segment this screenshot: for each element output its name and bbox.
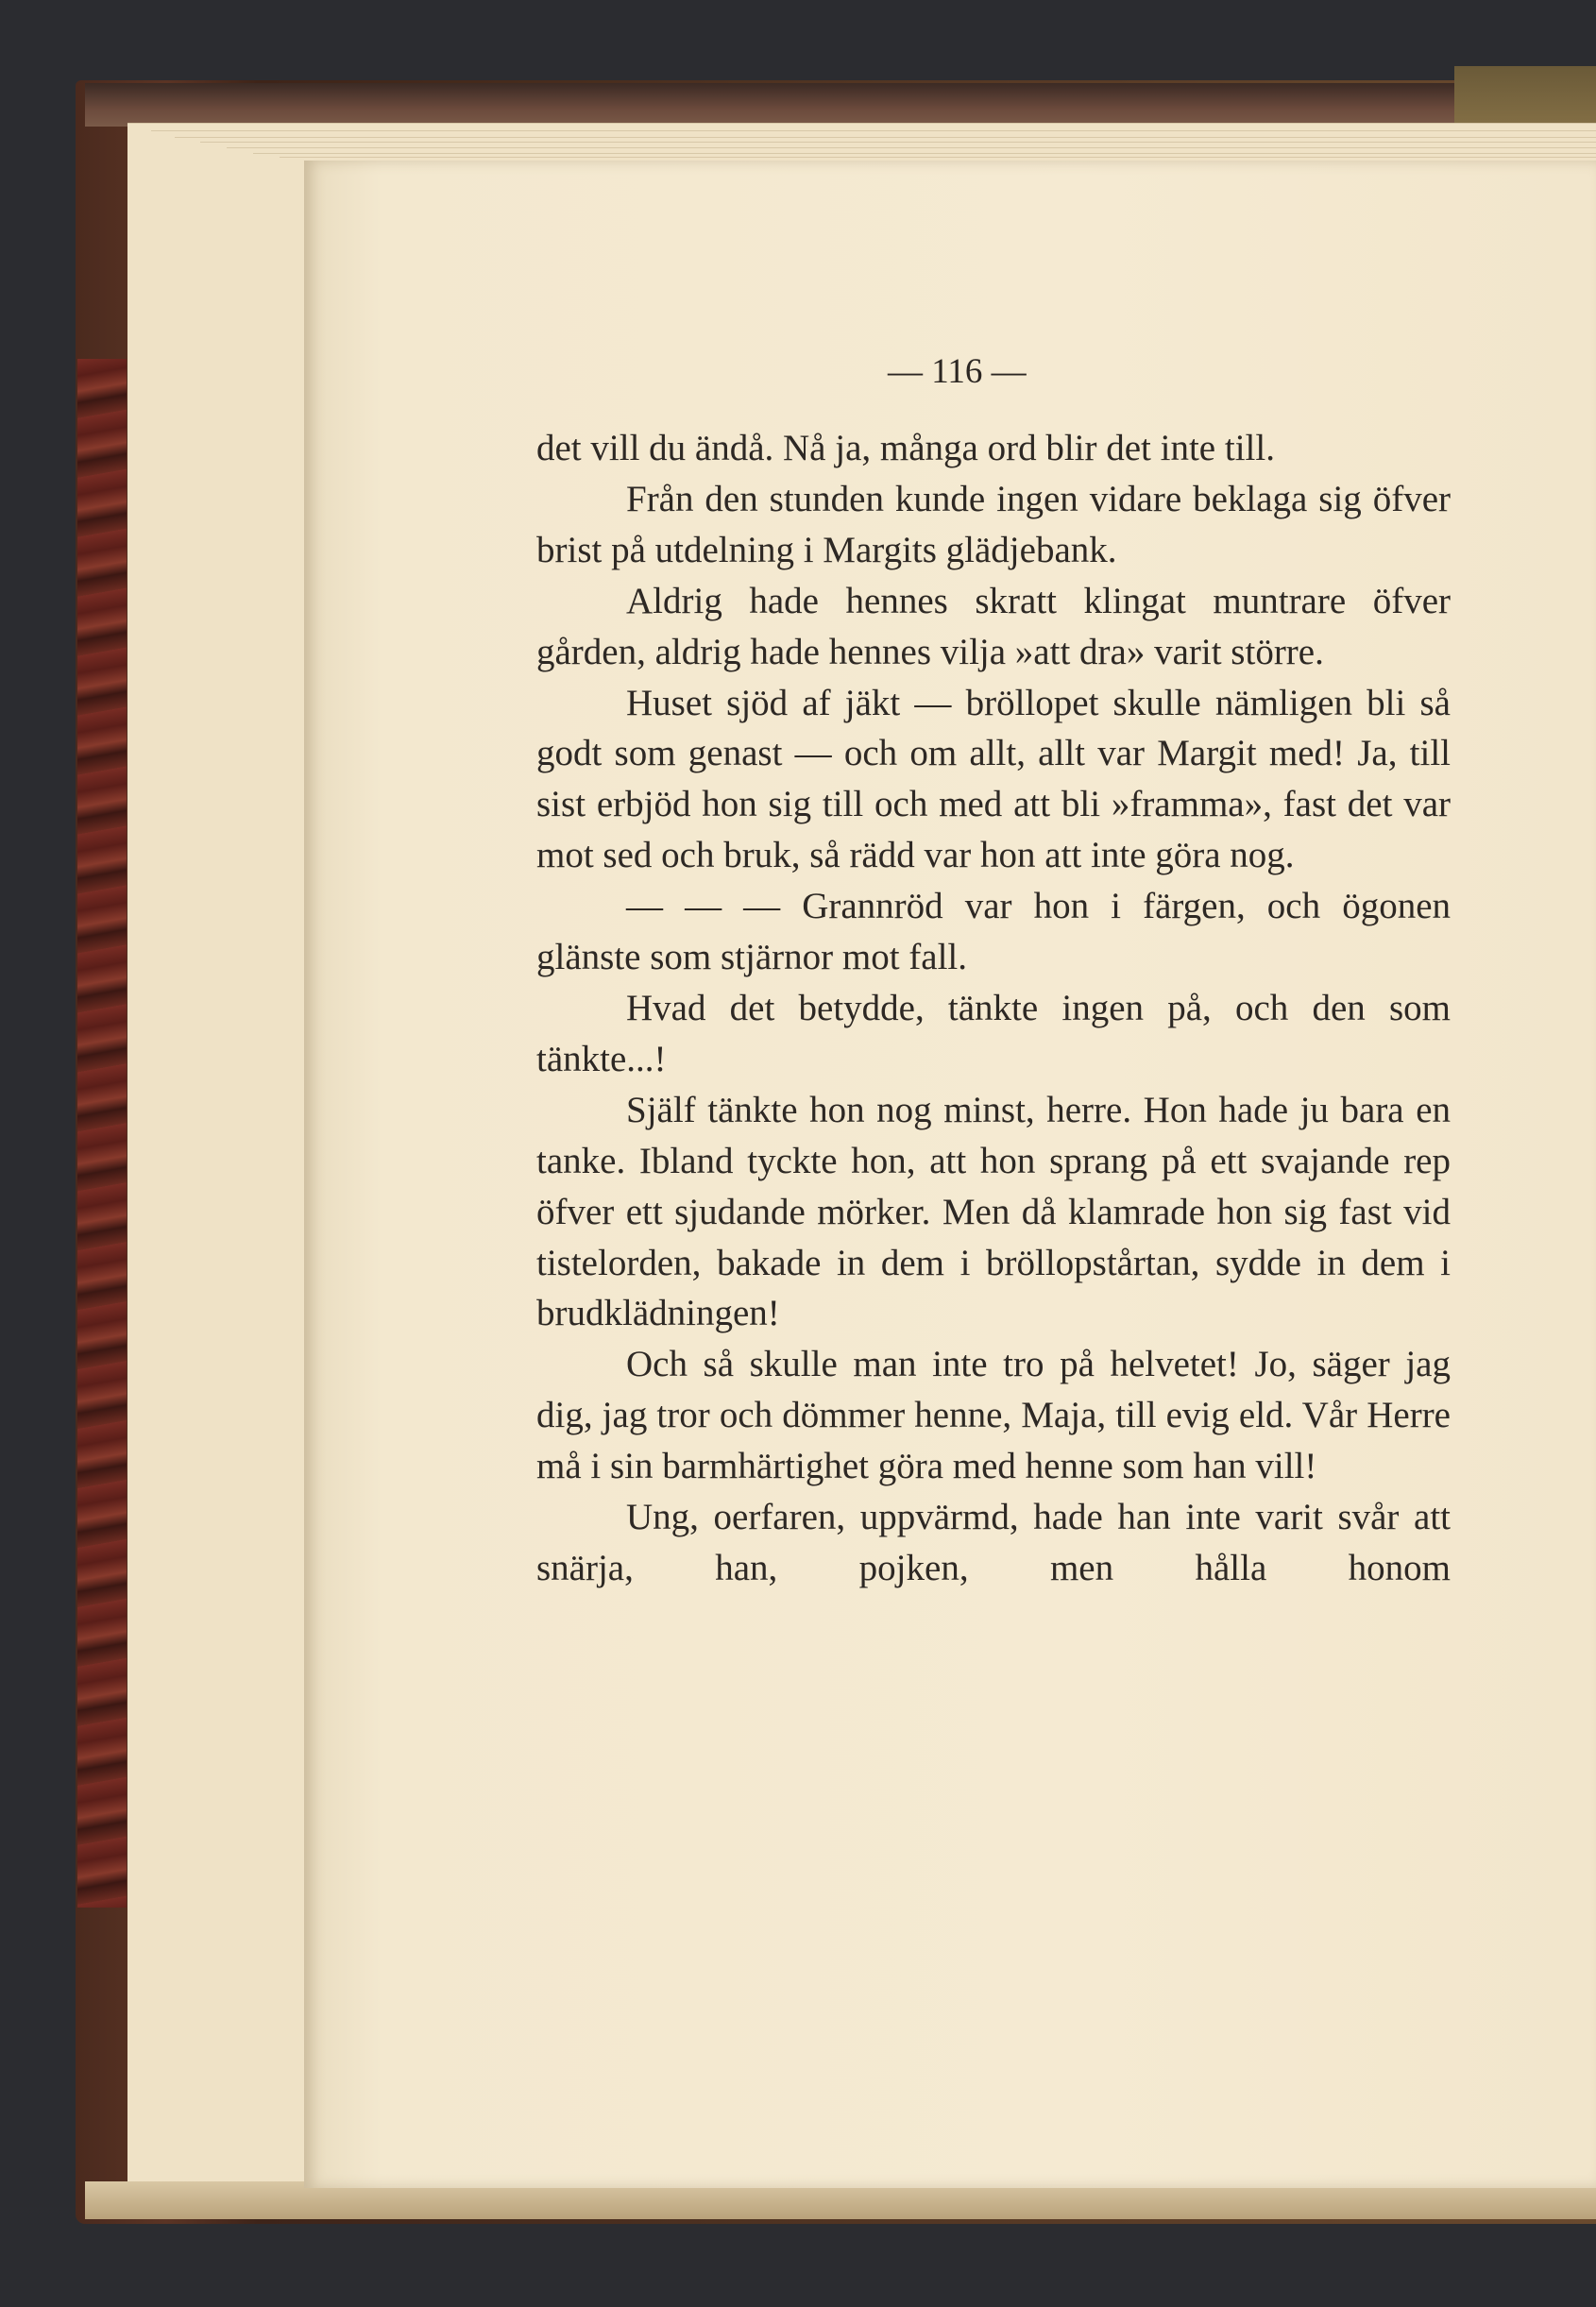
paragraph: Aldrig hade hennes skratt klingat muntrare öfver gården, aldrig hade hennes vilja »att dra» varit större.: [536, 580, 1451, 672]
marbled-spine: [77, 359, 127, 1908]
page-text: [536, 423, 1451, 1594]
cover-top-edge: [85, 83, 1596, 127]
paragraph: Huset sjöd af jäkt — bröllopet skulle nämligen bli så godt som genast — och om allt, allt var Margit med! Ja, till sist erbjöd hon sig till och med att bli »framma», fast det var mot sed och bruk, så rädd var hon att inte göra nog.: [536, 682, 1451, 876]
paragraph: det vill du ändå. Nå ja, många ord blir det inte till.: [536, 428, 1275, 468]
paragraph: Och så skulle man inte tro på helvetet! Jo, säger jag dig, jag tror och dömmer henne, Maja, till evig eld. Vår Herre må i sin barmhärtighet göra med henne som han vill!: [536, 1344, 1451, 1487]
paragraph: — — — Grannröd var hon i färgen, och ögonen glänste som stjärnor mot fall.: [536, 886, 1451, 978]
paragraph: Ung, oerfaren, uppvärmd, hade han inte varit svår att snärja, han, pojken, men hålla honom: [536, 1497, 1451, 1588]
paragraph: Från den stunden kunde ingen vidare beklaga sig öfver brist på utdelning i Margits glädjebank.: [536, 478, 1451, 570]
paragraph: Hvad det betydde, tänkte ingen på, och den som tänkte...!: [536, 987, 1451, 1079]
page-number: — 116 —: [888, 352, 1027, 391]
paragraph: Själf tänkte hon nog minst, herre. Hon hade ju bara en tanke. Ibland tyckte hon, att hon sprang på ett svajande rep öfver ett sjudande mörker. Men då klamrade hon sig fast vid tistelorden, bakade in dem i bröllopstårtan, sydde in dem i brudklädningen!: [536, 1089, 1451, 1334]
